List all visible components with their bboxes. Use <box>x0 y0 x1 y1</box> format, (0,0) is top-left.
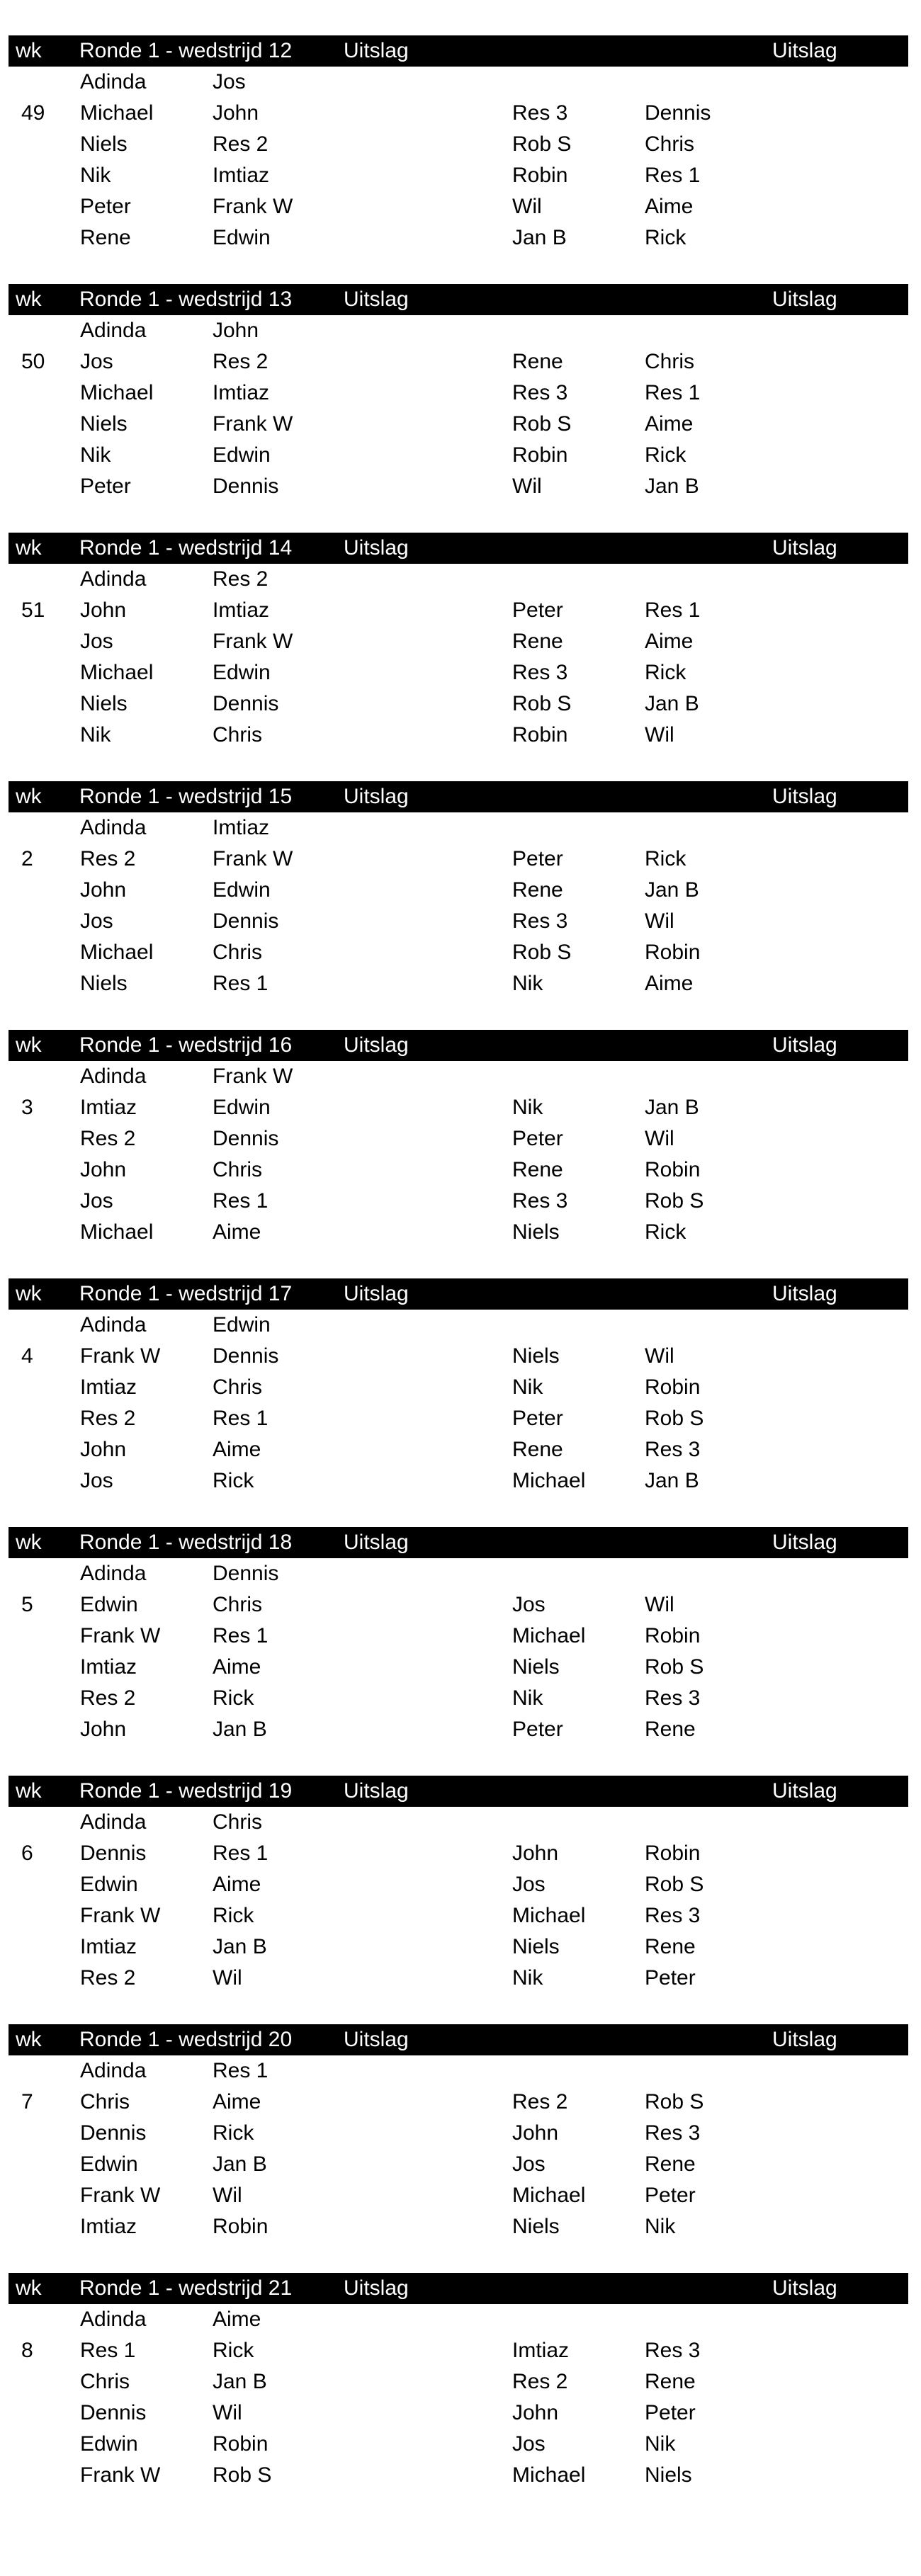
bye-player-1: Adinda <box>80 816 147 839</box>
player-cell: Frank W <box>213 847 293 870</box>
player-cell: Res 1 <box>645 381 701 404</box>
player-cell: Jan B <box>512 226 567 249</box>
match-block <box>9 1278 908 1495</box>
player-cell: Michael <box>80 661 154 684</box>
round-title: Ronde 1 - wedstrijd 21 <box>79 2276 293 2300</box>
bye-player-1: Adinda <box>80 2308 147 2331</box>
week-number: 50 <box>21 350 45 373</box>
player-cell: Rob S <box>645 1873 704 1896</box>
result-header-label-2: Uitslag <box>772 2276 837 2300</box>
player-cell: Jos <box>80 909 113 933</box>
player-cell: Res 2 <box>213 350 269 373</box>
player-cell: Aime <box>213 1438 261 1461</box>
bye-player-1: Adinda <box>80 567 147 591</box>
result-header-label-2: Uitslag <box>772 1779 837 1803</box>
wk-header-label: wk <box>16 2028 42 2051</box>
player-cell: Rene <box>80 226 131 249</box>
player-cell: Michael <box>512 1904 586 1927</box>
player-cell: Nik <box>80 443 111 467</box>
player-cell: Edwin <box>80 2432 138 2456</box>
player-cell: Res 1 <box>80 2339 136 2362</box>
player-cell: Peter <box>645 1966 696 1990</box>
wk-header-label: wk <box>16 2276 42 2300</box>
player-cell: Nik <box>80 164 111 187</box>
result-header-label-2: Uitslag <box>772 2028 837 2051</box>
player-cell: Frank W <box>80 2184 161 2207</box>
player-cell: Niels <box>80 692 128 715</box>
match-block <box>9 35 908 252</box>
result-header-label: Uitslag <box>344 2276 409 2300</box>
player-cell: Niels <box>645 2463 692 2487</box>
result-header-label: Uitslag <box>344 2028 409 2051</box>
result-header-label-2: Uitslag <box>772 1282 837 1305</box>
player-cell: Jos <box>80 1189 113 1213</box>
player-cell: Wil <box>645 1127 674 1150</box>
player-cell: Robin <box>213 2432 269 2456</box>
bye-player-1: Adinda <box>80 1313 147 1337</box>
bye-player-2: Edwin <box>213 1313 271 1337</box>
bye-player-2: Chris <box>213 1810 263 1834</box>
player-cell: Imtiaz <box>80 1096 137 1119</box>
match-block <box>9 2273 908 2490</box>
player-cell: Res 1 <box>213 972 269 995</box>
player-cell: John <box>80 598 127 622</box>
block-header <box>9 284 908 315</box>
player-cell: Frank W <box>213 412 293 436</box>
player-cell: Jan B <box>213 1935 267 1958</box>
bye-player-2: Res 1 <box>213 2059 269 2082</box>
round-title: Ronde 1 - wedstrijd 18 <box>79 1531 293 1554</box>
player-cell: Rick <box>213 2339 254 2362</box>
player-cell: Jan B <box>645 692 699 715</box>
player-cell: Peter <box>80 195 131 218</box>
player-cell: Peter <box>80 475 131 498</box>
player-cell: Imtiaz <box>213 598 270 622</box>
player-cell: Peter <box>512 598 563 622</box>
player-cell: Rob S <box>512 692 572 715</box>
player-cell: John <box>80 1158 127 1181</box>
player-cell: John <box>213 101 259 125</box>
player-cell: Niels <box>512 1935 560 1958</box>
match-block <box>9 1527 908 1744</box>
player-cell: Nik <box>512 972 543 995</box>
player-cell: Aime <box>645 412 694 436</box>
week-number: 4 <box>21 1344 33 1368</box>
player-cell: Robin <box>645 941 701 964</box>
wk-header-label: wk <box>16 288 42 311</box>
player-cell: Jos <box>512 1593 546 1616</box>
player-cell: Wil <box>645 723 674 747</box>
player-cell: John <box>80 878 127 902</box>
player-cell: Rene <box>512 878 563 902</box>
player-cell: Jan B <box>213 2152 267 2176</box>
bye-player-2: Frank W <box>213 1065 293 1088</box>
player-cell: Imtiaz <box>213 164 270 187</box>
player-cell: Rene <box>512 630 563 653</box>
player-cell: Chris <box>80 2370 130 2393</box>
player-cell: Michael <box>512 2184 586 2207</box>
player-cell: Frank W <box>213 630 293 653</box>
player-cell: Wil <box>512 195 542 218</box>
player-cell: Robin <box>645 1624 701 1647</box>
bye-player-1: Adinda <box>80 1562 147 1585</box>
player-cell: Michael <box>512 2463 586 2487</box>
player-cell: Rene <box>645 1935 696 1958</box>
player-cell: Jos <box>80 350 113 373</box>
bye-player-1: Adinda <box>80 319 147 342</box>
player-cell: Rick <box>645 847 686 870</box>
player-cell: Nik <box>512 1686 543 1710</box>
player-cell: Wil <box>645 909 674 933</box>
player-cell: Res 2 <box>80 1407 136 1430</box>
player-cell: Imtiaz <box>80 2215 137 2238</box>
player-cell: Rene <box>512 1438 563 1461</box>
player-cell: Wil <box>213 2401 242 2424</box>
player-cell: Michael <box>80 1220 154 1244</box>
player-cell: Dennis <box>80 2121 147 2145</box>
player-cell: Dennis <box>213 692 279 715</box>
result-header-label: Uitslag <box>344 288 409 311</box>
player-cell: Dennis <box>645 101 711 125</box>
result-header-label: Uitslag <box>344 785 409 808</box>
player-cell: Rob S <box>512 132 572 156</box>
player-cell: Frank W <box>80 1344 161 1368</box>
wk-header-label: wk <box>16 1779 42 1803</box>
player-cell: Dennis <box>213 909 279 933</box>
player-cell: Frank W <box>213 195 293 218</box>
player-cell: Imtiaz <box>80 1655 137 1679</box>
player-cell: Rob S <box>645 1189 704 1213</box>
player-cell: John <box>512 2401 559 2424</box>
player-cell: John <box>512 1842 559 1865</box>
block-header <box>9 2273 908 2304</box>
week-number: 51 <box>21 598 45 622</box>
round-title: Ronde 1 - wedstrijd 14 <box>79 536 293 560</box>
player-cell: Jos <box>512 2152 546 2176</box>
player-cell: Frank W <box>80 1624 161 1647</box>
result-header-label: Uitslag <box>344 1282 409 1305</box>
player-cell: Jan B <box>645 878 699 902</box>
player-cell: Dennis <box>213 1344 279 1368</box>
match-block <box>9 781 908 998</box>
bye-player-2: Res 2 <box>213 567 269 591</box>
match-block <box>9 1776 908 1992</box>
player-cell: Edwin <box>213 226 271 249</box>
player-cell: Res 3 <box>512 661 568 684</box>
player-cell: Aime <box>213 1655 261 1679</box>
block-header <box>9 35 908 67</box>
wk-header-label: wk <box>16 536 42 560</box>
player-cell: Wil <box>213 2184 242 2207</box>
player-cell: Jan B <box>645 475 699 498</box>
player-cell: Res 2 <box>512 2090 568 2113</box>
player-cell: Niels <box>80 972 128 995</box>
player-cell: Jos <box>80 1469 113 1492</box>
player-cell: John <box>80 1718 127 1741</box>
player-cell: Michael <box>80 381 154 404</box>
player-cell: Niels <box>512 1220 560 1244</box>
player-cell: Nik <box>645 2432 676 2456</box>
result-header-label-2: Uitslag <box>772 1531 837 1554</box>
player-cell: Rob S <box>645 2090 704 2113</box>
player-cell: Rick <box>213 1469 254 1492</box>
player-cell: Niels <box>80 412 128 436</box>
player-cell: Robin <box>512 443 568 467</box>
bye-player-1: Adinda <box>80 70 147 93</box>
block-header <box>9 1278 908 1310</box>
player-cell: Rob S <box>645 1407 704 1430</box>
week-number: 7 <box>21 2090 33 2113</box>
player-cell: Wil <box>645 1344 674 1368</box>
player-cell: Res 2 <box>80 1127 136 1150</box>
result-header-label: Uitslag <box>344 1033 409 1057</box>
player-cell: Nik <box>512 1375 543 1399</box>
player-cell: Rick <box>645 226 686 249</box>
player-cell: Chris <box>80 2090 130 2113</box>
match-block <box>9 2024 908 2241</box>
player-cell: Rene <box>645 2152 696 2176</box>
player-cell: Wil <box>645 1593 674 1616</box>
player-cell: John <box>80 1438 127 1461</box>
bye-player-2: Dennis <box>213 1562 279 1585</box>
player-cell: Chris <box>213 1158 263 1181</box>
result-header-label-2: Uitslag <box>772 288 837 311</box>
bye-player-2: John <box>213 319 259 342</box>
block-header <box>9 2024 908 2055</box>
player-cell: Rene <box>645 1718 696 1741</box>
match-block <box>9 1030 908 1247</box>
player-cell: Res 3 <box>645 2339 701 2362</box>
result-header-label: Uitslag <box>344 536 409 560</box>
player-cell: Res 3 <box>512 101 568 125</box>
player-cell: Frank W <box>80 2463 161 2487</box>
wk-header-label: wk <box>16 39 42 62</box>
player-cell: Res 1 <box>213 1407 269 1430</box>
player-cell: Nik <box>512 1966 543 1990</box>
result-header-label-2: Uitslag <box>772 39 837 62</box>
result-header-label-2: Uitslag <box>772 536 837 560</box>
player-cell: Res 2 <box>213 132 269 156</box>
player-cell: Res 3 <box>512 1189 568 1213</box>
wk-header-label: wk <box>16 1282 42 1305</box>
player-cell: Rene <box>512 1158 563 1181</box>
player-cell: Res 1 <box>213 1842 269 1865</box>
block-header <box>9 781 908 812</box>
player-cell: John <box>512 2121 559 2145</box>
player-cell: Chris <box>213 1593 263 1616</box>
result-header-label: Uitslag <box>344 39 409 62</box>
player-cell: Res 2 <box>80 847 136 870</box>
player-cell: Res 1 <box>645 598 701 622</box>
block-header <box>9 1527 908 1558</box>
player-cell: Edwin <box>213 878 271 902</box>
player-cell: Jos <box>512 2432 546 2456</box>
wk-header-label: wk <box>16 1033 42 1057</box>
result-header-label: Uitslag <box>344 1531 409 1554</box>
match-block <box>9 533 908 749</box>
player-cell: Nik <box>512 1096 543 1119</box>
player-cell: Res 3 <box>645 1686 701 1710</box>
player-cell: Michael <box>512 1469 586 1492</box>
bye-player-1: Adinda <box>80 1065 147 1088</box>
player-cell: Michael <box>512 1624 586 1647</box>
player-cell: Peter <box>512 1127 563 1150</box>
week-number: 49 <box>21 101 45 125</box>
player-cell: Rob S <box>645 1655 704 1679</box>
player-cell: Chris <box>213 1375 263 1399</box>
player-cell: Aime <box>213 2090 261 2113</box>
result-header-label-2: Uitslag <box>772 785 837 808</box>
player-cell: Imtiaz <box>213 381 270 404</box>
player-cell: Niels <box>80 132 128 156</box>
player-cell: Jan B <box>213 1718 267 1741</box>
player-cell: Peter <box>512 1718 563 1741</box>
player-cell: Jos <box>80 630 113 653</box>
round-title: Ronde 1 - wedstrijd 15 <box>79 785 293 808</box>
player-cell: Robin <box>213 2215 269 2238</box>
player-cell: Edwin <box>213 661 271 684</box>
player-cell: Robin <box>512 164 568 187</box>
player-cell: Chris <box>213 723 263 747</box>
round-title: Ronde 1 - wedstrijd 19 <box>79 1779 293 1803</box>
round-title: Ronde 1 - wedstrijd 13 <box>79 288 293 311</box>
player-cell: Jan B <box>645 1469 699 1492</box>
player-cell: Jan B <box>213 2370 267 2393</box>
week-number: 5 <box>21 1593 33 1616</box>
round-title: Ronde 1 - wedstrijd 20 <box>79 2028 293 2051</box>
player-cell: Dennis <box>80 2401 147 2424</box>
player-cell: Dennis <box>80 1842 147 1865</box>
player-cell: Nik <box>645 2215 676 2238</box>
player-cell: Niels <box>512 1655 560 1679</box>
player-cell: Rob S <box>213 2463 272 2487</box>
player-cell: Michael <box>80 941 154 964</box>
week-number: 2 <box>21 847 33 870</box>
player-cell: Rick <box>645 661 686 684</box>
player-cell: Res 1 <box>645 164 701 187</box>
week-number: 6 <box>21 1842 33 1865</box>
player-cell: Jan B <box>645 1096 699 1119</box>
player-cell: Jos <box>512 1873 546 1896</box>
player-cell: Edwin <box>80 1593 138 1616</box>
player-cell: Dennis <box>213 475 279 498</box>
player-cell: Peter <box>512 1407 563 1430</box>
block-header <box>9 1030 908 1061</box>
match-block <box>9 284 908 501</box>
block-header <box>9 1776 908 1807</box>
player-cell: Edwin <box>80 2152 138 2176</box>
player-cell: Res 3 <box>512 381 568 404</box>
player-cell: Res 2 <box>80 1966 136 1990</box>
player-cell: Aime <box>213 1873 261 1896</box>
bye-player-1: Adinda <box>80 1810 147 1834</box>
round-title: Ronde 1 - wedstrijd 16 <box>79 1033 293 1057</box>
bye-player-2: Imtiaz <box>213 816 270 839</box>
player-cell: Res 1 <box>213 1189 269 1213</box>
player-cell: Rene <box>645 2370 696 2393</box>
player-cell: Imtiaz <box>512 2339 570 2362</box>
player-cell: Res 3 <box>645 1438 701 1461</box>
player-cell: Rob S <box>512 412 572 436</box>
player-cell: Edwin <box>213 1096 271 1119</box>
player-cell: Peter <box>512 847 563 870</box>
bye-player-2: Aime <box>213 2308 261 2331</box>
player-cell: Res 2 <box>512 2370 568 2393</box>
player-cell: Chris <box>213 941 263 964</box>
player-cell: Rick <box>645 1220 686 1244</box>
player-cell: Res 1 <box>213 1624 269 1647</box>
player-cell: Niels <box>512 2215 560 2238</box>
player-cell: Robin <box>512 723 568 747</box>
player-cell: Aime <box>645 630 694 653</box>
player-cell: Peter <box>645 2184 696 2207</box>
player-cell: Rene <box>512 350 563 373</box>
player-cell: Edwin <box>80 1873 138 1896</box>
player-cell: Niels <box>512 1344 560 1368</box>
player-cell: Nik <box>80 723 111 747</box>
player-cell: Chris <box>645 132 695 156</box>
player-cell: Aime <box>645 972 694 995</box>
bye-player-1: Adinda <box>80 2059 147 2082</box>
player-cell: Aime <box>213 1220 261 1244</box>
player-cell: Robin <box>645 1158 701 1181</box>
player-cell: Rob S <box>512 941 572 964</box>
result-header-label-2: Uitslag <box>772 1033 837 1057</box>
player-cell: Imtiaz <box>80 1935 137 1958</box>
player-cell: Rick <box>213 1686 254 1710</box>
player-cell: Michael <box>80 101 154 125</box>
player-cell: Frank W <box>80 1904 161 1927</box>
bye-player-2: Jos <box>213 70 246 93</box>
round-title: Ronde 1 - wedstrijd 17 <box>79 1282 293 1305</box>
player-cell: Res 3 <box>645 2121 701 2145</box>
player-cell: Dennis <box>213 1127 279 1150</box>
player-cell: Robin <box>645 1842 701 1865</box>
player-cell: Chris <box>645 350 695 373</box>
week-number: 8 <box>21 2339 33 2362</box>
player-cell: Res 3 <box>512 909 568 933</box>
player-cell: Wil <box>213 1966 242 1990</box>
player-cell: Rick <box>213 1904 254 1927</box>
player-cell: Rick <box>645 443 686 467</box>
player-cell: Robin <box>645 1375 701 1399</box>
week-number: 3 <box>21 1096 33 1119</box>
player-cell: Wil <box>512 475 542 498</box>
block-header <box>9 533 908 564</box>
wk-header-label: wk <box>16 785 42 808</box>
round-title: Ronde 1 - wedstrijd 12 <box>79 39 293 62</box>
player-cell: Res 2 <box>80 1686 136 1710</box>
player-cell: Aime <box>645 195 694 218</box>
player-cell: Peter <box>645 2401 696 2424</box>
player-cell: Edwin <box>213 443 271 467</box>
player-cell: Res 3 <box>645 1904 701 1927</box>
result-header-label: Uitslag <box>344 1779 409 1803</box>
player-cell: Rick <box>213 2121 254 2145</box>
wk-header-label: wk <box>16 1531 42 1554</box>
player-cell: Imtiaz <box>80 1375 137 1399</box>
